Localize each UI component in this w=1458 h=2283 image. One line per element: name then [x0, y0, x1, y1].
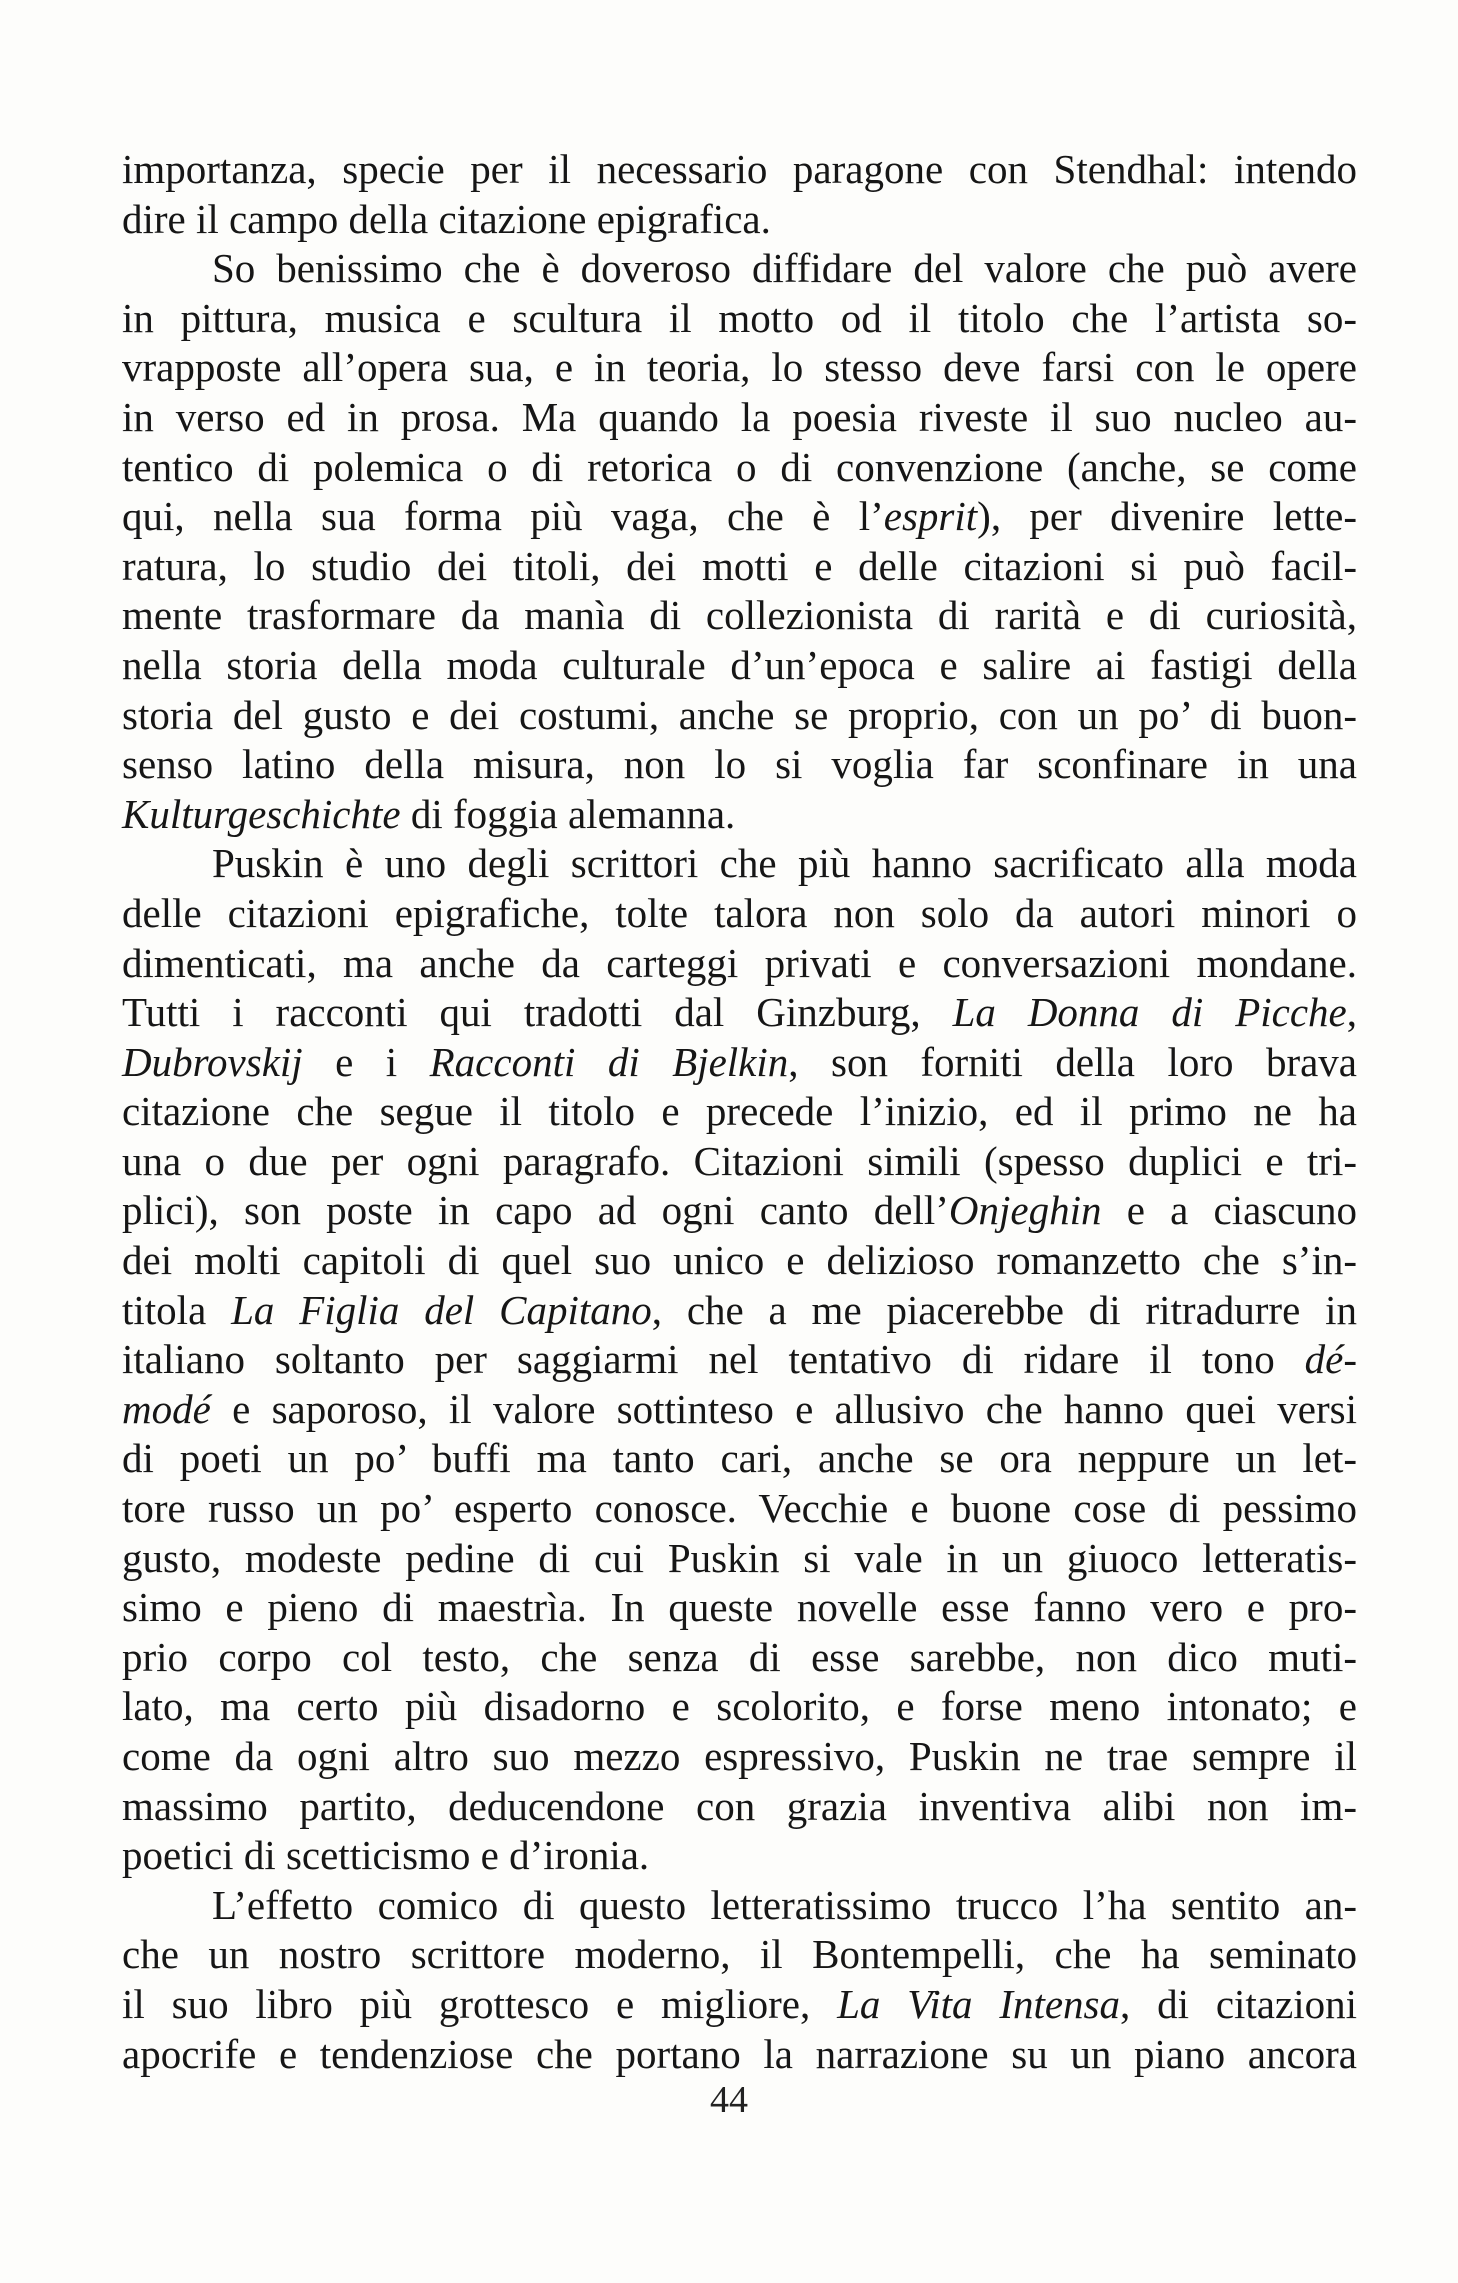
text-line: apocrife e tendenziose che portano la narrazione su un piano ancora [122, 2030, 1357, 2077]
text-line: citazione che segue il titolo e precede l’inizio, ed il primo ne ha [122, 1088, 1357, 1135]
text-line: importanza, specie per il necessario paragone con Stendhal: intendo [122, 146, 1357, 192]
text-line: storia del gusto e dei costumi, anche se proprio, con un po’ di buon- [122, 691, 1357, 738]
text-line: plici), son poste in capo ad ogni canto dell’Onjeghin e a ciascuno [122, 1187, 1357, 1234]
text-line: L’effetto comico di questo letteratissimo trucco l’ha sentito an- [212, 1881, 1357, 1928]
text-line: senso latino della misura, non lo si voglia far sconfinare in una [122, 741, 1357, 788]
text-line: italiano soltanto per saggiarmi nel tentativo di ridare il tono dé- [122, 1336, 1357, 1383]
text-line: ratura, lo studio dei titoli, dei motti e delle citazioni si può facil- [122, 542, 1357, 589]
text-line: gusto, modeste pedine di cui Puskin si vale in un giuoco letteratis- [122, 1534, 1357, 1581]
text-line: lato, ma certo più disadorno e scolorito, e forse meno intonato; e [122, 1683, 1357, 1730]
text-line: titola La Figlia del Capitano, che a me piacerebbe di ritradurre in [122, 1286, 1357, 1333]
text-line: Dubrovskij e i Racconti di Bjelkin, son forniti della loro brava [122, 1038, 1357, 1085]
text-line: Puskin è uno degli scrittori che più hanno sacrificato alla moda [212, 840, 1357, 887]
text-line: poetici di scetticismo e d’ironia. [122, 1832, 650, 1879]
text-line: simo e pieno di maestrìa. In queste novelle esse fanno vero e pro- [122, 1584, 1357, 1631]
text-line: di poeti un po’ buffi ma tanto cari, anche se ora neppure un let- [122, 1435, 1357, 1482]
text-line: una o due per ogni paragrafo. Citazioni simili (spesso duplici e tri- [122, 1137, 1357, 1184]
text-line: tore russo un po’ esperto conosce. Vecchie e buone cose di pessimo [122, 1485, 1357, 1532]
text-line: che un nostro scrittore moderno, il Bontempelli, che ha seminato [122, 1931, 1357, 1978]
text-line: vrapposte all’opera sua, e in teoria, lo stesso deve farsi con le opere [122, 344, 1357, 391]
page-number: 44 [710, 2079, 748, 2121]
text-line: il suo libro più grottesco e migliore, La Vita Intensa, di citazioni [122, 1980, 1357, 2027]
text-line: Tutti i racconti qui tradotti dal Ginzburg, La Donna di Picche, [122, 989, 1357, 1036]
text-line: Kulturgeschichte di foggia alemanna. [122, 790, 736, 837]
text-line: nella storia della moda culturale d’un’epoca e salire ai fastigi della [122, 641, 1357, 688]
text-line: modé e saporoso, il valore sottinteso e allusivo che hanno quei versi [122, 1385, 1357, 1432]
text-line: delle citazioni epigrafiche, tolte talora non solo da autori minori o [122, 889, 1357, 936]
body-text [122, 145, 1357, 2079]
text-line: prio corpo col testo, che senza di esse sarebbe, non dico muti- [122, 1633, 1357, 1680]
text-line: in pittura, musica e scultura il motto od il titolo che l’artista so- [122, 294, 1357, 341]
text-line: massimo partito, deducendone con grazia inventiva alibi non im- [122, 1782, 1357, 1829]
text-line: So benissimo che è doveroso diffidare del valore che può avere [212, 245, 1357, 292]
text-line: dei molti capitoli di quel suo unico e delizioso romanzetto che s’in- [122, 1237, 1357, 1284]
text-line: mente trasformare da manìa di collezionista di rarità e di curiosità, [122, 592, 1357, 639]
text-line: dimenticati, ma anche da carteggi privati e conversazioni mondane. [122, 939, 1357, 986]
text-line: qui, nella sua forma più vaga, che è l’esprit), per divenire lette- [122, 493, 1357, 540]
text-line: come da ogni altro suo mezzo espressivo, Puskin ne trae sempre il [122, 1733, 1357, 1779]
text-line: dire il campo della citazione epigrafica. [122, 195, 771, 242]
text-line: in verso ed in prosa. Ma quando la poesia riveste il suo nucleo au- [122, 393, 1357, 440]
text-line: tentico di polemica o di retorica o di convenzione (anche, se come [122, 443, 1357, 490]
